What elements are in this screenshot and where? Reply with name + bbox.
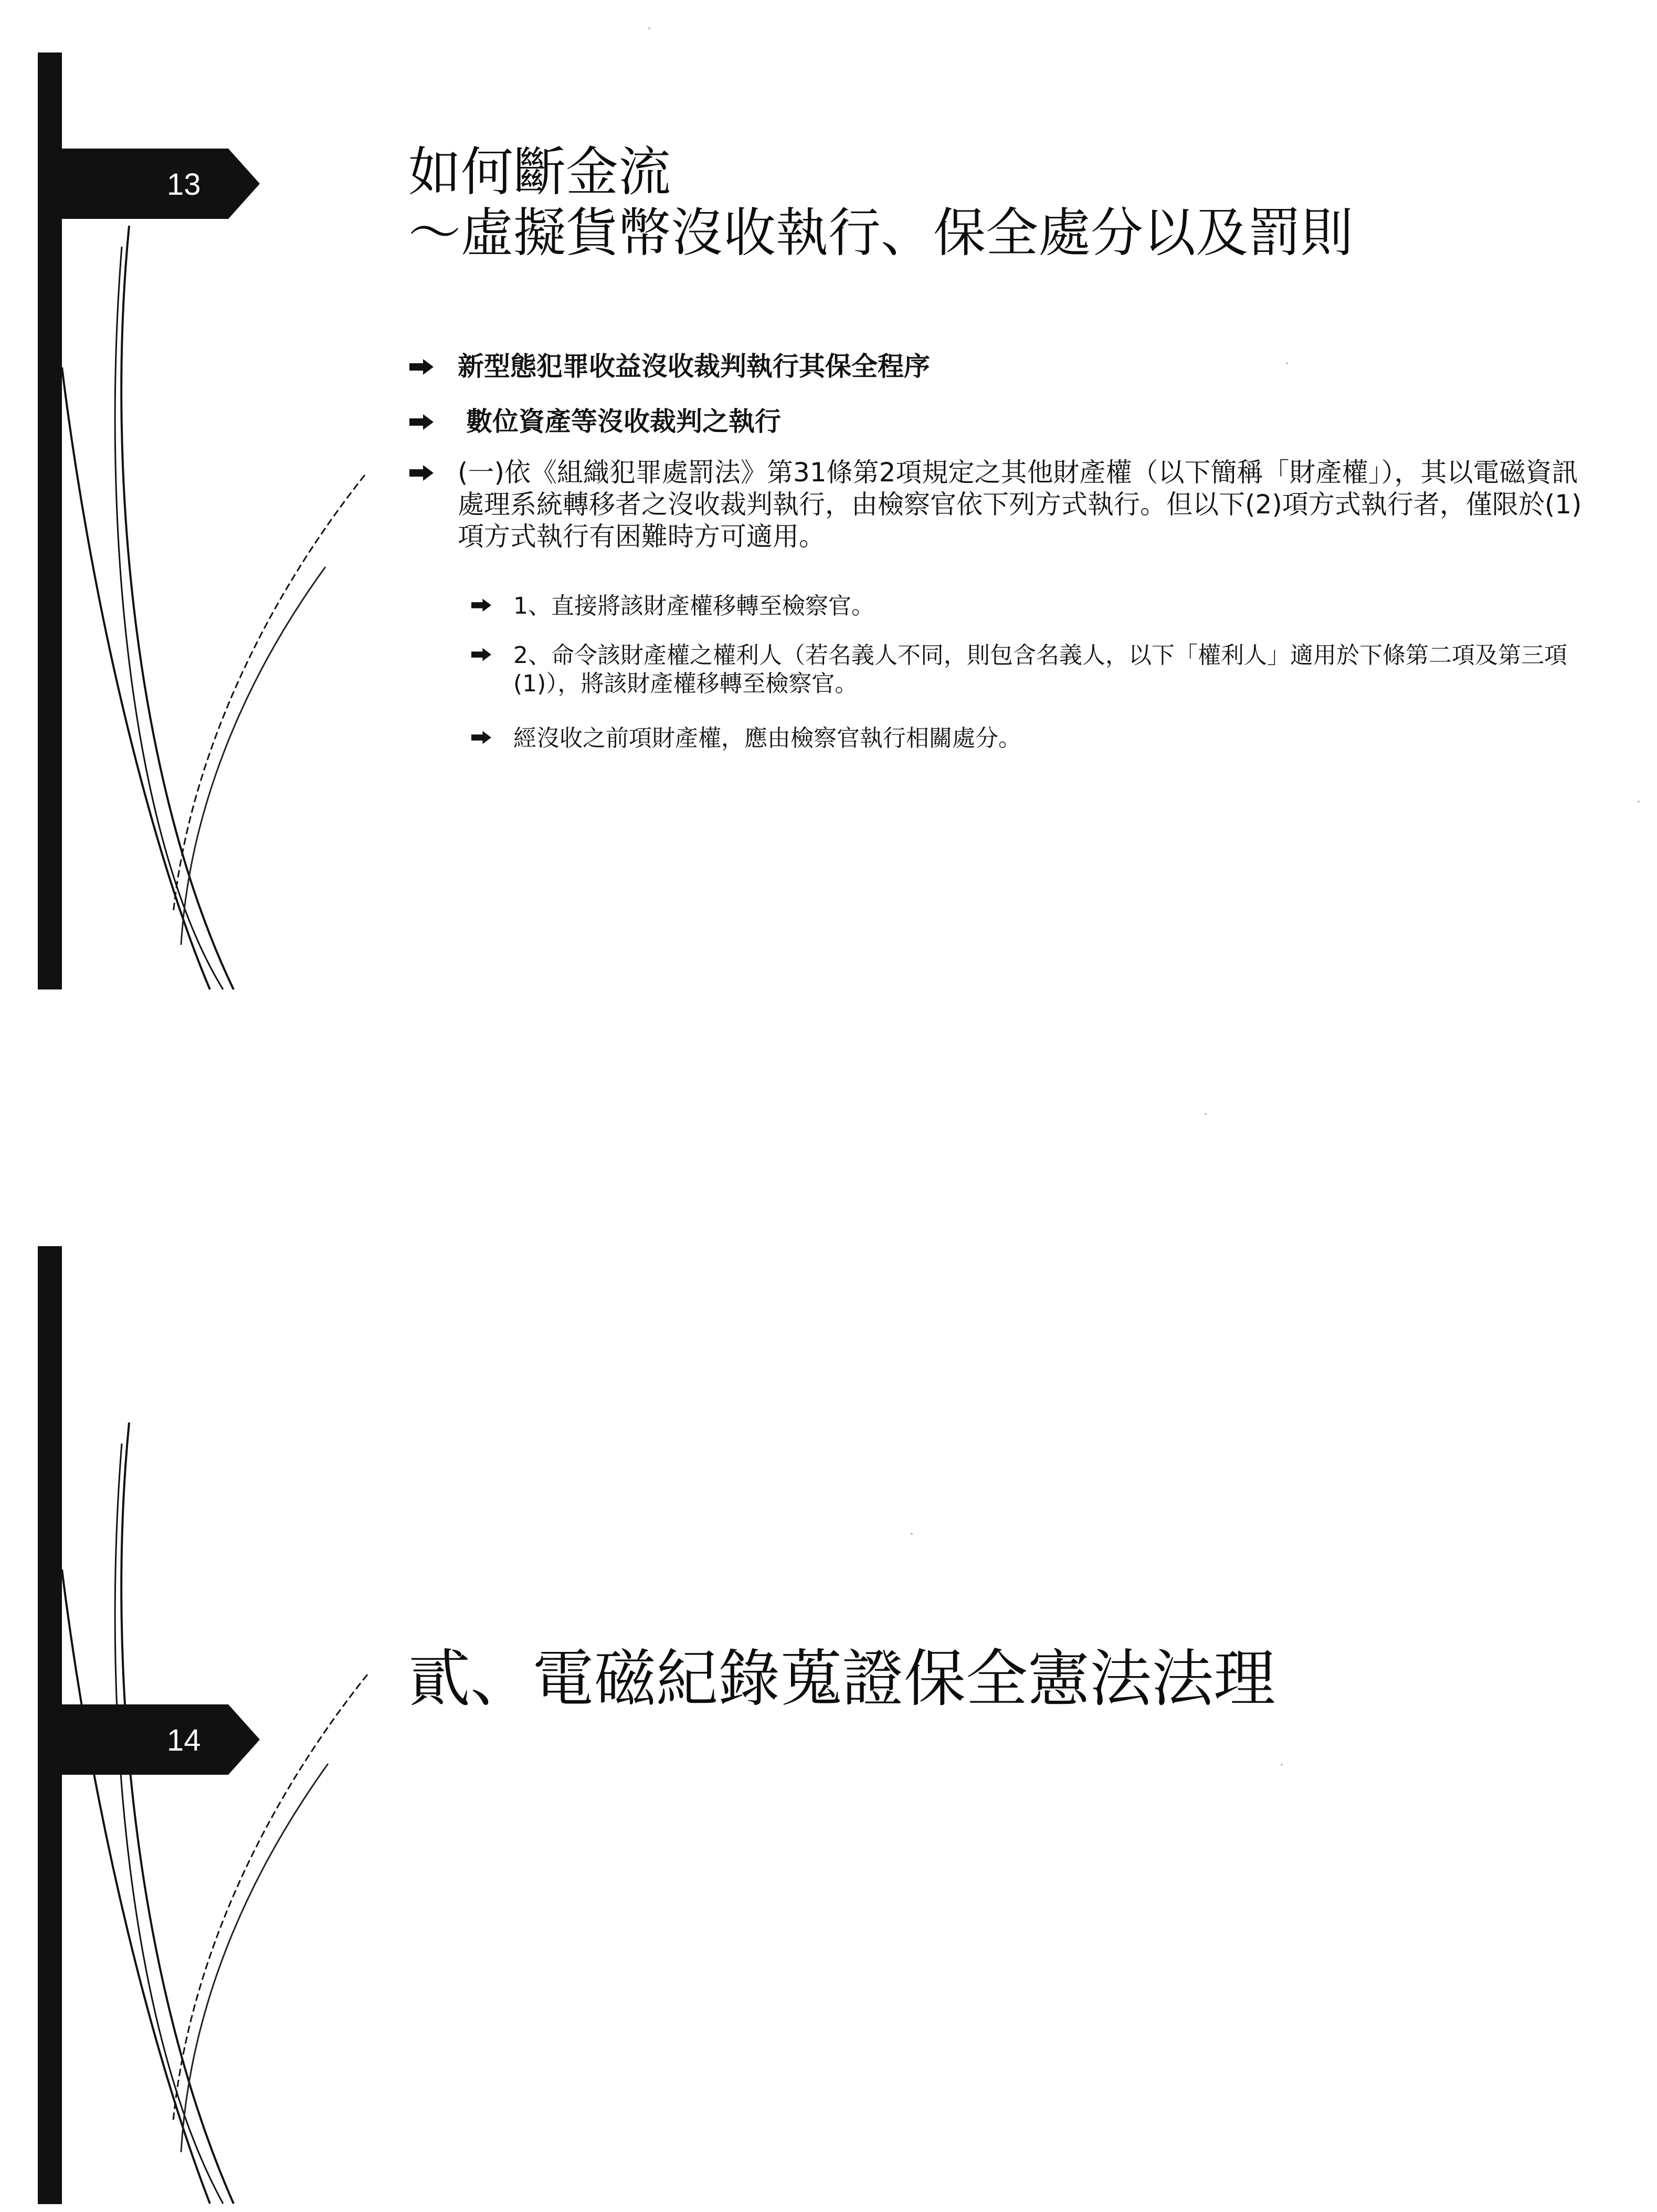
scan-speck	[1281, 1764, 1283, 1766]
scan-speck	[1638, 800, 1640, 803]
bullet-text: 數位資產等沒收裁判之執行	[466, 406, 781, 437]
arrow-right-icon	[409, 359, 434, 375]
title-line-1: 貳、電磁紀錄蒐證保全憲法法理	[408, 1642, 1276, 1715]
arrow-right-icon	[409, 465, 434, 481]
arrow-right-icon	[409, 414, 434, 430]
sub-bullet-text: 經沒收之前項財產權，應由檢察官執行相關處分。	[513, 725, 1021, 752]
scan-speck	[1286, 362, 1288, 364]
title-line-2: ～虛擬貨幣沒收執行、保全處分以及罰則	[408, 202, 1353, 264]
slide-decoration	[0, 1207, 399, 2212]
bullet-text: (一)依《組織犯罪處罰法》第31條第2項規定之其他財產權（以下簡稱「財產權」），其以電磁資訊處理系統轉移者之沒收裁判執行，由檢察官依下列方式執行。但以下(2)項方式執行者，僅限於(1)項方式執行有困難時方可適用。	[458, 457, 1582, 552]
scan-speck	[648, 27, 650, 29]
slide-number: 14	[167, 1723, 201, 1757]
sub-bullet-item	[471, 724, 1589, 753]
arrow-right-icon	[471, 598, 491, 612]
arrow-right-icon	[471, 731, 491, 744]
bullet-item	[409, 406, 1589, 438]
slide-number: 13	[167, 167, 201, 202]
bullet-item	[409, 457, 1589, 553]
number-tab	[38, 1704, 260, 1775]
number-tab	[38, 149, 260, 219]
scan-speck	[911, 1533, 913, 1535]
slide-13	[0, 0, 1657, 1050]
sub-bullet-item	[471, 592, 1589, 620]
scan-speck	[1205, 1113, 1207, 1115]
slide-title	[408, 142, 1353, 264]
slide-title	[408, 1643, 1275, 1715]
slide-14	[0, 1207, 1657, 2212]
sub-bullet-text: 2、命令該財產權之權利人（若名義人不同，則包含名義人，以下「權利人」適用於下條第二項及第三項(1)），將該財產權移轉至檢察官。	[513, 642, 1567, 697]
bullet-item	[409, 351, 1589, 383]
title-line-1: 如何斷金流	[408, 141, 671, 203]
arrow-right-icon	[471, 648, 491, 661]
slide-decoration	[0, 0, 399, 1050]
sub-bullet-text: 1、直接將該財產權移轉至檢察官。	[513, 593, 874, 619]
bullet-text: 新型態犯罪收益沒收裁判執行其保全程序	[458, 351, 930, 382]
sub-bullet-item	[471, 641, 1589, 698]
